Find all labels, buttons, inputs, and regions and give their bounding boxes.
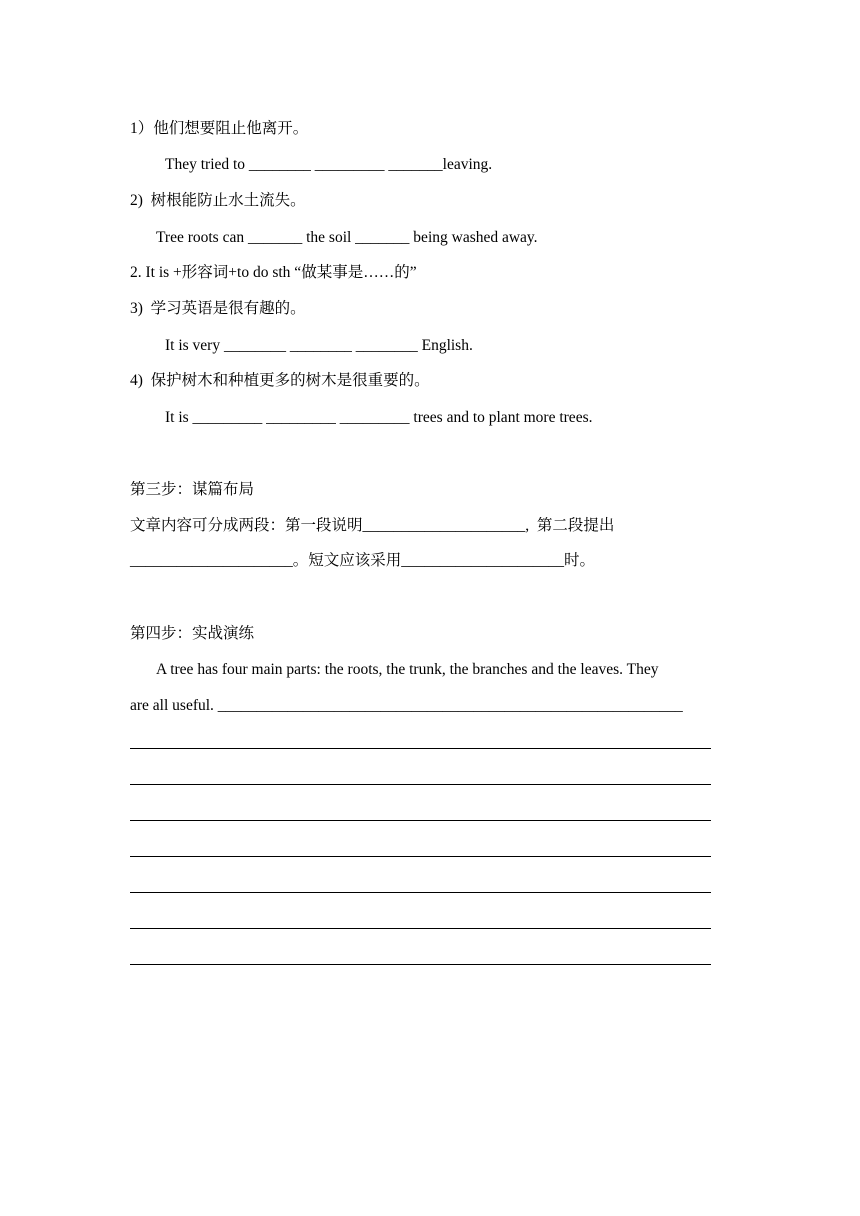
section3-line1: 文章内容可分成两段：第一段说明_____________________, 第二段提出 bbox=[130, 517, 615, 534]
writing-line bbox=[130, 784, 711, 785]
writing-line bbox=[130, 748, 711, 749]
item2-chinese: 2) 树根能防止水土流失。 bbox=[130, 192, 306, 209]
writing-line bbox=[130, 964, 711, 965]
item4-chinese: 4) 保护树木和种植更多的树木是很重要的。 bbox=[130, 372, 430, 389]
item3-english-blank: It is very ________ ________ ________ English. bbox=[165, 337, 473, 354]
writing-line bbox=[130, 856, 711, 857]
section3-heading: 第三步：谋篇布局 bbox=[130, 481, 255, 498]
item4-english-blank: It is _________ _________ _________ trees and to plant more trees. bbox=[165, 409, 593, 426]
section4-paragraph-line2: are all useful. ____________________________________________________________ bbox=[130, 697, 683, 714]
writing-line bbox=[130, 892, 711, 893]
item3-chinese: 3) 学习英语是很有趣的。 bbox=[130, 300, 306, 317]
section3-line2: _____________________。短文应该采用_____________________时。 bbox=[130, 552, 596, 569]
rule2-heading: 2. It is +形容词+to do sth “做某事是……的” bbox=[130, 264, 417, 281]
item1-chinese: 1）他们想要阻止他离开。 bbox=[130, 120, 309, 137]
item1-english-blank: They tried to ________ _________ _______leaving. bbox=[165, 156, 493, 173]
writing-line bbox=[130, 928, 711, 929]
writing-line bbox=[130, 820, 711, 821]
section4-paragraph-line1: A tree has four main parts: the roots, the trunk, the branches and the leaves. They bbox=[156, 661, 659, 678]
item2-english-blank: Tree roots can _______ the soil _______ being washed away. bbox=[156, 229, 538, 246]
section4-heading: 第四步：实战演练 bbox=[130, 625, 255, 642]
